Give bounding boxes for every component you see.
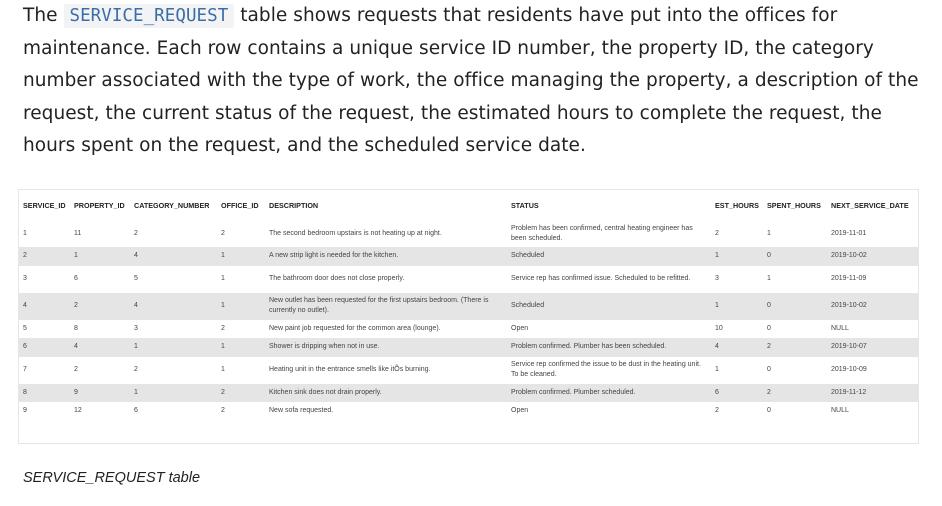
table-row bbox=[19, 384, 918, 403]
cell-office-id: 2 bbox=[221, 407, 225, 415]
cell-category-number: 6 bbox=[134, 407, 138, 415]
cell-description: Kitchen sink does not drain properly. bbox=[269, 388, 382, 396]
cell-description: The second bedroom upstairs is not heating up at night. bbox=[269, 229, 442, 237]
cell-next-service-date: NULL bbox=[831, 407, 849, 415]
cell-next-service-date: 2019-11-12 bbox=[831, 388, 867, 396]
cell-next-service-date: 2019-10-02 bbox=[831, 302, 867, 309]
header-status: STATUS bbox=[511, 200, 539, 210]
cell-status: Problem has been confirmed, central heating engineer has been scheduled. bbox=[511, 224, 693, 242]
cell-service-id: 6 bbox=[23, 343, 27, 351]
cell-est-hours: 10 bbox=[715, 324, 723, 332]
cell-est-hours: 1 bbox=[715, 302, 719, 309]
cell-property-id: 8 bbox=[74, 324, 78, 332]
cell-property-id: 2 bbox=[74, 366, 78, 373]
table-caption: SERVICE_REQUEST table bbox=[23, 470, 201, 486]
cell-est-hours: 4 bbox=[715, 343, 719, 351]
cell-status: Problem confirmed. Plumber has been scheduled. bbox=[511, 343, 667, 351]
header-est-hours: EST_HOURS bbox=[715, 200, 759, 210]
cell-description: New sofa requested. bbox=[269, 407, 334, 415]
table-row bbox=[19, 338, 918, 357]
cell-est-hours: 2 bbox=[715, 407, 719, 415]
cell-service-id: 3 bbox=[23, 275, 27, 282]
table-row bbox=[19, 293, 918, 320]
cell-status: Problem confirmed. Plumber scheduled. bbox=[511, 388, 636, 396]
cell-service-id: 7 bbox=[23, 366, 27, 373]
cell-spent-hours: 2 bbox=[767, 343, 771, 351]
cell-status: Service rep has confirmed issue. Scheduled to be refitted. bbox=[511, 275, 691, 282]
intro-paragraph bbox=[23, 0, 923, 163]
cell-est-hours: 1 bbox=[715, 366, 719, 373]
cell-service-id: 9 bbox=[23, 407, 27, 415]
cell-service-id: 2 bbox=[23, 252, 27, 260]
cell-property-id: 6 bbox=[74, 275, 78, 282]
cell-office-id: 2 bbox=[221, 324, 225, 332]
cell-category-number: 4 bbox=[134, 302, 138, 309]
cell-description: The bathroom door does not close properly. bbox=[269, 275, 405, 282]
cell-office-id: 1 bbox=[221, 252, 225, 260]
cell-spent-hours: 2 bbox=[767, 388, 771, 396]
cell-est-hours: 1 bbox=[715, 252, 719, 260]
header-category-number: CATEGORY_NUMBER bbox=[134, 200, 210, 210]
header-office-id: OFFICE_ID bbox=[221, 200, 259, 210]
cell-status: Open bbox=[511, 324, 529, 332]
cell-property-id: 1 bbox=[74, 252, 78, 260]
cell-spent-hours: 0 bbox=[767, 324, 771, 332]
cell-office-id: 1 bbox=[221, 275, 225, 282]
cell-next-service-date: 2019-11-01 bbox=[831, 229, 867, 237]
cell-office-id: 1 bbox=[221, 343, 225, 351]
cell-next-service-date: 2019-10-09 bbox=[831, 366, 867, 373]
table-row bbox=[19, 357, 918, 384]
cell-description: New paint job requested for the common area (lounge). bbox=[269, 324, 441, 332]
cell-category-number: 5 bbox=[134, 275, 138, 282]
cell-status: Scheduled bbox=[511, 252, 545, 260]
cell-category-number: 1 bbox=[134, 343, 138, 351]
cell-spent-hours: 0 bbox=[767, 366, 771, 373]
cell-spent-hours: 0 bbox=[767, 407, 771, 415]
cell-est-hours: 3 bbox=[715, 275, 719, 282]
cell-category-number: 2 bbox=[134, 229, 138, 237]
cell-next-service-date: 2019-10-07 bbox=[831, 343, 867, 351]
header-description: DESCRIPTION bbox=[269, 200, 319, 210]
table-row bbox=[19, 220, 918, 247]
header-next-service-date: NEXT_SERVICE_DATE bbox=[831, 200, 909, 210]
cell-status: Service rep confirmed the issue to be dust in the heating unit. To be cleaned. bbox=[511, 361, 701, 378]
table-row bbox=[19, 247, 918, 266]
cell-spent-hours: 1 bbox=[767, 229, 771, 237]
cell-category-number: 1 bbox=[134, 388, 138, 396]
header-row bbox=[19, 190, 918, 220]
table-name-code: SERVICE_REQUEST bbox=[64, 4, 235, 28]
cell-property-id: 11 bbox=[74, 229, 82, 237]
cell-description: Shower is dripping when not in use. bbox=[269, 343, 380, 351]
cell-category-number: 2 bbox=[134, 366, 138, 373]
cell-property-id: 2 bbox=[74, 302, 78, 309]
cell-spent-hours: 0 bbox=[767, 252, 771, 260]
cell-property-id: 12 bbox=[74, 407, 82, 415]
cell-service-id: 8 bbox=[23, 388, 27, 396]
cell-property-id: 4 bbox=[74, 343, 78, 351]
cell-office-id: 2 bbox=[221, 388, 225, 396]
intro-text-after: table shows requests that residents have put into the offices for maintenance. Each row contains a unique service ID number, the property ID, the category number associated with the type of work, the office managing the property, a description of the request, the current status of the request, the estimated hours to complete the request, the hours spent on the request, and the scheduled service date. bbox=[23, 5, 919, 157]
service-request-table bbox=[18, 189, 919, 444]
cell-status: Open bbox=[511, 407, 529, 415]
table-row bbox=[19, 320, 918, 339]
cell-est-hours: 6 bbox=[715, 388, 719, 396]
cell-description: A new strip light is needed for the kitchen. bbox=[269, 252, 399, 260]
cell-service-id: 1 bbox=[23, 229, 27, 237]
data-table bbox=[19, 190, 918, 421]
cell-spent-hours: 0 bbox=[767, 302, 771, 309]
cell-description: New outlet has been requested for the first upstairs bedroom. (There is currently no outlet). bbox=[269, 297, 489, 314]
cell-status: Scheduled bbox=[511, 302, 545, 309]
cell-description: Heating unit in the entrance smells like itÕs burning. bbox=[269, 366, 431, 373]
cell-office-id: 1 bbox=[221, 366, 225, 373]
cell-category-number: 3 bbox=[134, 324, 138, 332]
table-row bbox=[19, 266, 918, 293]
cell-property-id: 9 bbox=[74, 388, 78, 396]
cell-next-service-date: NULL bbox=[831, 324, 849, 332]
header-property-id: PROPERTY_ID bbox=[74, 200, 125, 210]
cell-next-service-date: 2019-11-09 bbox=[831, 275, 867, 282]
cell-next-service-date: 2019-10-02 bbox=[831, 252, 867, 260]
cell-category-number: 4 bbox=[134, 252, 138, 260]
cell-service-id: 4 bbox=[23, 302, 27, 309]
header-spent-hours: SPENT_HOURS bbox=[767, 200, 821, 210]
header-service-id: SERVICE_ID bbox=[23, 200, 66, 210]
intro-text-before: The bbox=[23, 5, 64, 26]
cell-spent-hours: 1 bbox=[767, 275, 771, 282]
cell-est-hours: 2 bbox=[715, 229, 719, 237]
cell-office-id: 2 bbox=[221, 229, 225, 237]
cell-service-id: 5 bbox=[23, 324, 27, 332]
table-row bbox=[19, 402, 918, 421]
cell-office-id: 1 bbox=[221, 302, 225, 309]
